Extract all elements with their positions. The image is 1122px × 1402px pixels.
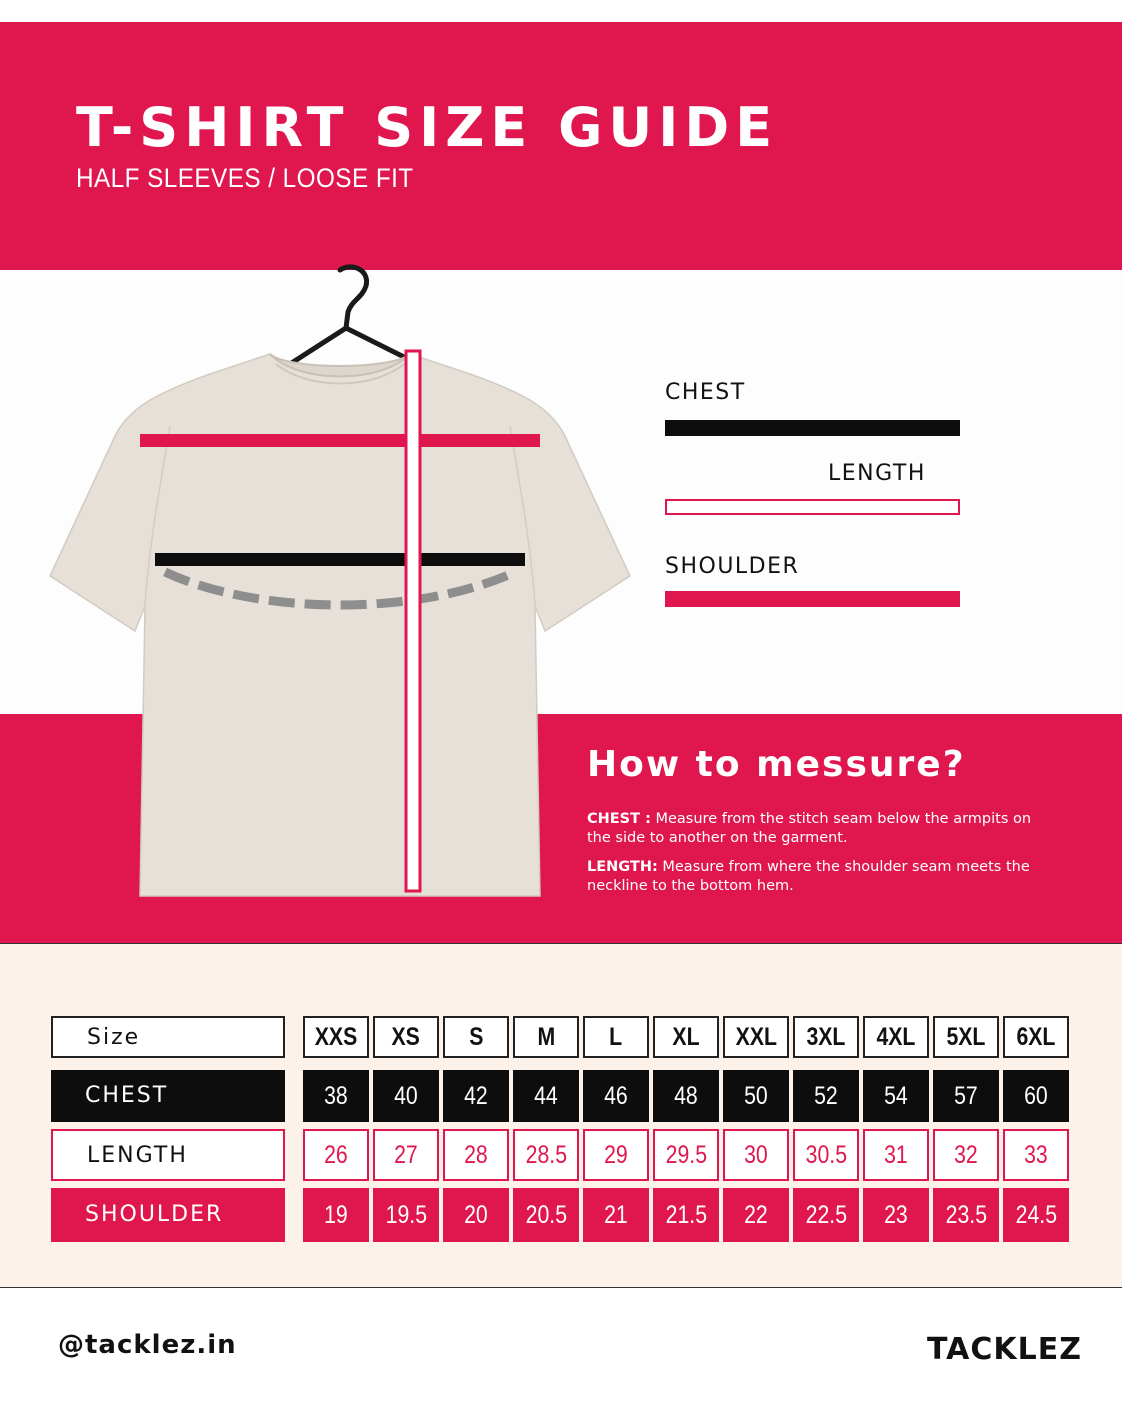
length-cell: 30 <box>723 1129 789 1181</box>
legend-length-bar <box>665 499 960 515</box>
chest-cell: 48 <box>653 1070 719 1122</box>
shoulder-cell: 19 <box>303 1188 369 1242</box>
chest-cell: 40 <box>373 1070 439 1122</box>
length-cell: 29.5 <box>653 1129 719 1181</box>
size-header-row <box>303 1016 1069 1058</box>
legend-chest-bar <box>665 420 960 436</box>
how-to-length-text: LENGTH: Measure from where the shoulder seam meets the neckline to the bottom hem. <box>587 859 1030 894</box>
chest-cell: 57 <box>933 1070 999 1122</box>
shoulder-cell: 20.5 <box>513 1188 579 1242</box>
length-cell: 27 <box>373 1129 439 1181</box>
size-cell: XXL <box>723 1016 789 1058</box>
chest-row <box>303 1070 1069 1122</box>
shoulder-cell: 19.5 <box>373 1188 439 1242</box>
size-cell: 6XL <box>1003 1016 1069 1058</box>
shoulder-cell: 24.5 <box>1003 1188 1069 1242</box>
shoulder-measure-line <box>140 434 540 447</box>
length-row <box>303 1129 1069 1181</box>
size-cell: M <box>513 1016 579 1058</box>
length-cell: 26 <box>303 1129 369 1181</box>
chest-cell: 52 <box>793 1070 859 1122</box>
chest-cell: 44 <box>513 1070 579 1122</box>
how-to-title: How to messure? <box>587 744 966 785</box>
chest-cell: 54 <box>863 1070 929 1122</box>
chest-cell: 38 <box>303 1070 369 1122</box>
shoulder-cell: 22 <box>723 1188 789 1242</box>
shoulder-cell: 21 <box>583 1188 649 1242</box>
row-label-shoulder: SHOULDER <box>51 1188 285 1242</box>
size-cell: L <box>583 1016 649 1058</box>
size-cell: XL <box>653 1016 719 1058</box>
row-label-length: LENGTH <box>51 1129 285 1181</box>
brand-logo: TACKLEZ <box>927 1332 1082 1367</box>
hanger-icon <box>290 267 410 364</box>
length-cell: 29 <box>583 1129 649 1181</box>
shoulder-cell: 22.5 <box>793 1188 859 1242</box>
page-subtitle: HALF SLEEVES / LOOSE FIT <box>76 163 414 193</box>
length-cell: 30.5 <box>793 1129 859 1181</box>
size-cell: S <box>443 1016 509 1058</box>
chest-measure-line <box>155 553 525 566</box>
shoulder-cell: 23.5 <box>933 1188 999 1242</box>
row-label-chest: CHEST <box>51 1070 285 1122</box>
page-title: T-SHIRT SIZE GUIDE <box>76 96 779 159</box>
length-cell: 33 <box>1003 1129 1069 1181</box>
legend-shoulder-bar <box>665 591 960 607</box>
size-cell: 3XL <box>793 1016 859 1058</box>
chest-cell: 50 <box>723 1070 789 1122</box>
legend-chest-label: CHEST <box>665 380 746 405</box>
shoulder-cell: 21.5 <box>653 1188 719 1242</box>
how-to-chest-text: CHEST : Measure from the stitch seam below the armpits on the side to another on the garment. <box>587 811 1032 846</box>
size-cell: XS <box>373 1016 439 1058</box>
legend-length-label: LENGTH <box>828 461 926 486</box>
length-cell: 28.5 <box>513 1129 579 1181</box>
shoulder-cell: 23 <box>863 1188 929 1242</box>
shoulder-row <box>303 1188 1069 1242</box>
size-cell: XXS <box>303 1016 369 1058</box>
social-handle: @tacklez.in <box>58 1330 237 1360</box>
shoulder-cell: 20 <box>443 1188 509 1242</box>
size-cell: 4XL <box>863 1016 929 1058</box>
tshirt-illustration <box>40 256 640 906</box>
legend-shoulder-label: SHOULDER <box>665 554 800 579</box>
chest-cell: 46 <box>583 1070 649 1122</box>
length-measure-line <box>406 351 420 891</box>
length-cell: 31 <box>863 1129 929 1181</box>
row-label-size: Size <box>51 1016 285 1058</box>
length-cell: 32 <box>933 1129 999 1181</box>
chest-cell: 60 <box>1003 1070 1069 1122</box>
size-cell: 5XL <box>933 1016 999 1058</box>
chest-cell: 42 <box>443 1070 509 1122</box>
length-cell: 28 <box>443 1129 509 1181</box>
